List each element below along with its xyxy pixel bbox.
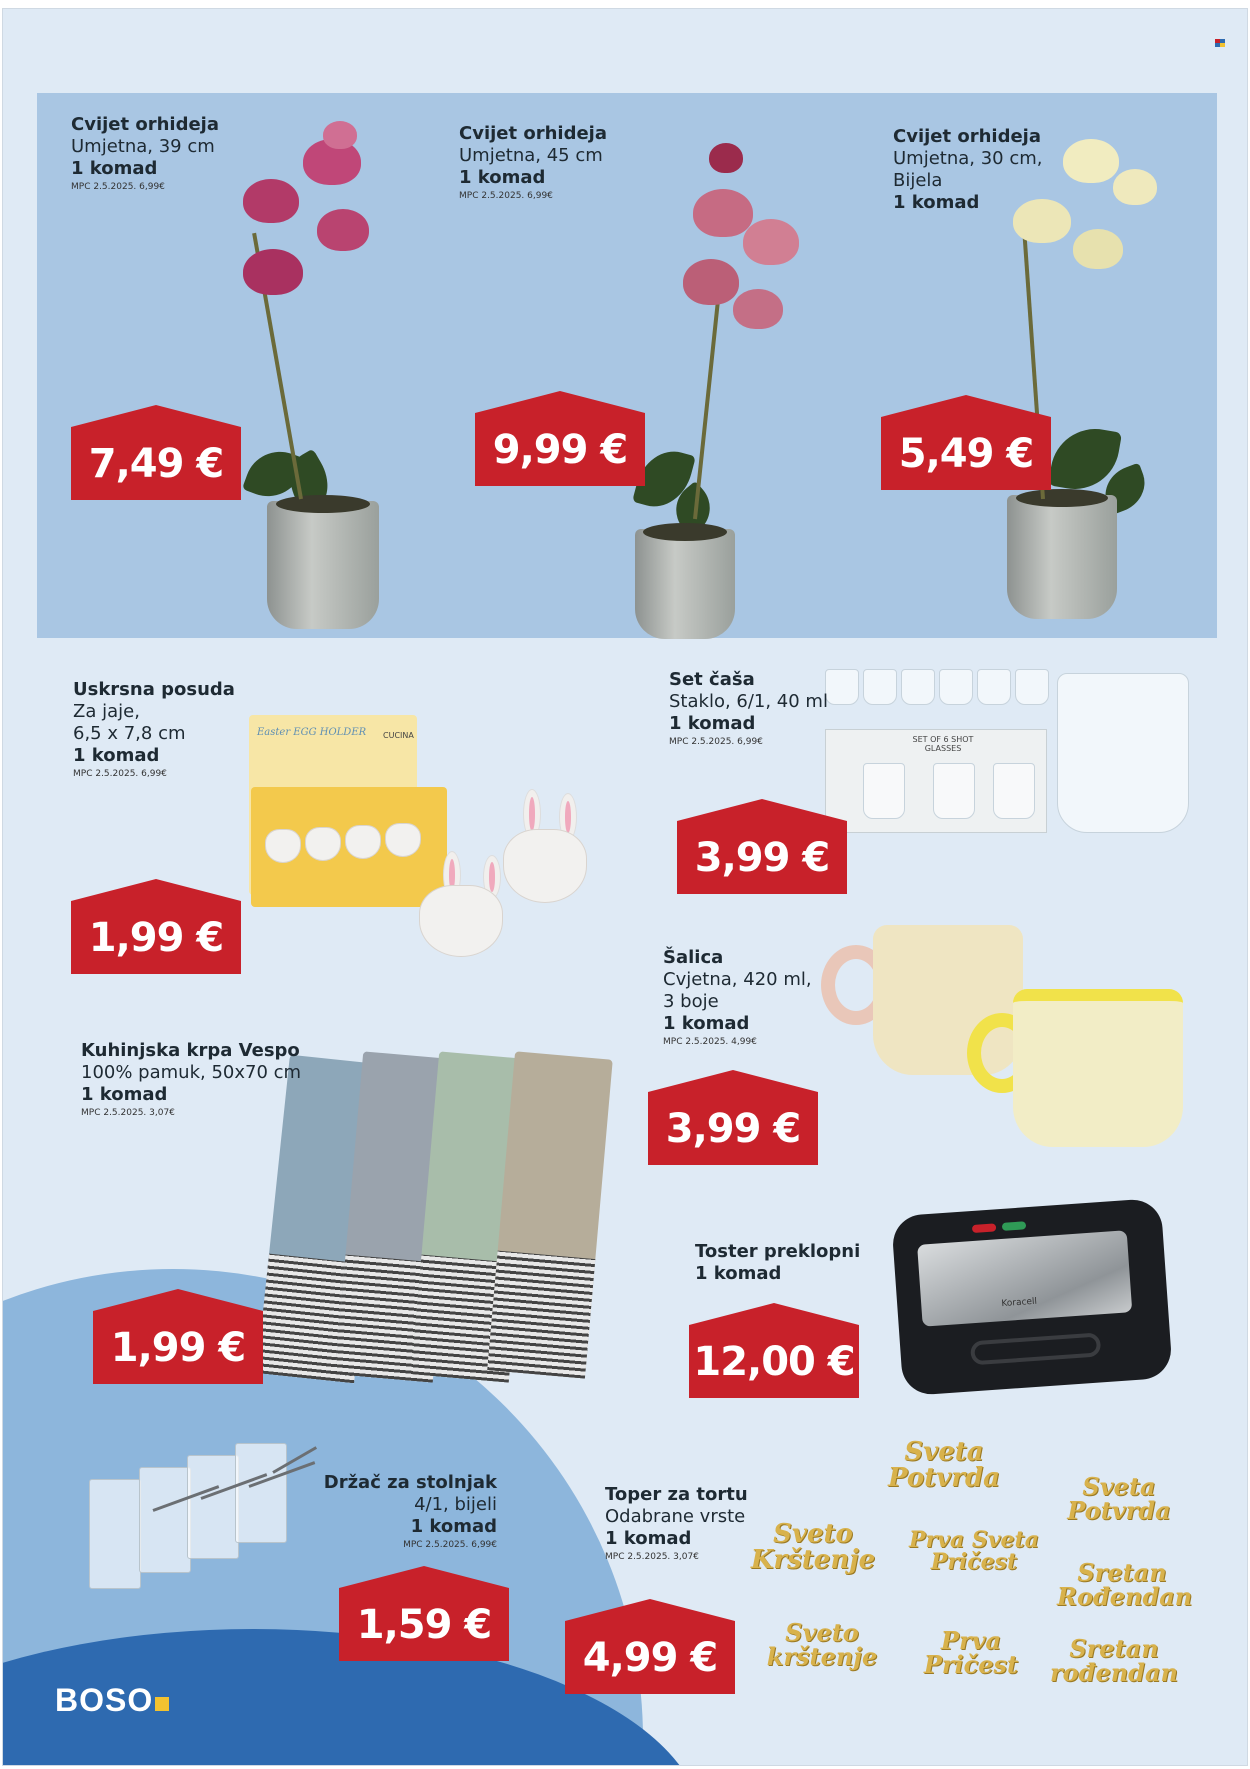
- topper-text: Sveto Krštenje: [750, 1519, 876, 1575]
- product-name: Cvijet orhideja: [893, 126, 1041, 147]
- topper-text: Sveta Potvrda: [887, 1437, 1001, 1493]
- orchid-45-info: [459, 123, 607, 203]
- product-desc: Umjetna, 39 cm: [71, 136, 215, 157]
- topper-text: Prva Pričest: [923, 1626, 1019, 1679]
- product-mpc: MPC 2.5.2025. 6,99€: [403, 1540, 497, 1550]
- product-qty: 1 komad: [893, 192, 980, 213]
- product-mpc: MPC 2.5.2025. 3,07€: [81, 1108, 175, 1118]
- product-desc: Odabrane vrste: [605, 1506, 746, 1527]
- egg-box-brand: CUCINA: [383, 731, 414, 740]
- product-mpc: MPC 2.5.2025. 6,99€: [71, 182, 165, 192]
- product-qty: 1 komad: [669, 713, 756, 734]
- price-value: 4,99 €: [582, 1634, 718, 1681]
- topper-text: Sveta Potvrda: [1067, 1472, 1171, 1525]
- product-mpc: MPC 2.5.2025. 6,99€: [459, 191, 553, 201]
- product-name: Uskrsna posuda: [73, 679, 235, 700]
- corner-brand-mark: [1215, 39, 1225, 47]
- topper-text: Sveto krštenje: [766, 1618, 878, 1671]
- orchid-30-info: [893, 126, 1043, 214]
- mug-info: [663, 947, 812, 1049]
- glass-box-label: SET OF 6 SHOT GLASSES: [912, 735, 974, 753]
- price-value: 5,49 €: [898, 430, 1034, 477]
- price-value: 1,99 €: [110, 1324, 246, 1371]
- product-name: Šalica: [663, 947, 724, 968]
- product-qty: 1 komad: [695, 1263, 782, 1284]
- product-desc: Cvjetna, 420 ml,: [663, 969, 812, 990]
- price-tag-orchid-39: [71, 427, 241, 500]
- product-qty: 1 komad: [663, 1013, 750, 1034]
- shot-glasses-info: [669, 669, 828, 749]
- orchid-39-info: [71, 114, 219, 194]
- price-value: 1,59 €: [356, 1601, 492, 1648]
- towel-info: [81, 1040, 301, 1120]
- price-value: 3,99 €: [694, 834, 830, 881]
- price-tag-tablecloth-clip: [339, 1588, 509, 1661]
- product-qty: 1 komad: [71, 158, 158, 179]
- flyer-page: [2, 8, 1248, 1766]
- product-name: Toper za tortu: [605, 1484, 748, 1505]
- product-desc: Staklo, 6/1, 40 ml: [669, 691, 828, 712]
- product-qty: 1 komad: [81, 1084, 168, 1105]
- price-tag-shot-glasses: [677, 821, 847, 894]
- product-mpc: MPC 2.5.2025. 6,99€: [73, 769, 167, 779]
- product-qty: 1 komad: [459, 167, 546, 188]
- topper-text: Sretan Rođendan: [1057, 1558, 1193, 1611]
- product-name: Držač za stolnjak: [323, 1472, 497, 1493]
- logo-text: BOSO: [55, 1682, 154, 1718]
- product-mpc: MPC 2.5.2025. 4,99€: [663, 1037, 757, 1047]
- price-tag-egg-cup: [71, 901, 241, 974]
- egg-cup-info: [73, 679, 235, 781]
- price-value: 3,99 €: [665, 1105, 801, 1152]
- product-desc: Za jaje,: [73, 701, 140, 722]
- price-tag-orchid-30: [881, 417, 1051, 490]
- topper-text: Prva Sveta Pričest: [909, 1527, 1039, 1575]
- product-desc: 6,5 x 7,8 cm: [73, 723, 186, 744]
- price-tag-towel: [93, 1311, 263, 1384]
- toaster-info: [695, 1241, 860, 1285]
- product-desc: Umjetna, 45 cm: [459, 145, 603, 166]
- product-name: Kuhinjska krpa Vespo: [81, 1040, 300, 1061]
- product-name: Cvijet orhideja: [459, 123, 607, 144]
- product-desc: Umjetna, 30 cm,: [893, 148, 1043, 169]
- product-name: Cvijet orhideja: [71, 114, 219, 135]
- product-qty: 1 komad: [605, 1528, 692, 1549]
- logo-plus-icon: [155, 1697, 169, 1711]
- price-tag-orchid-45: [475, 413, 645, 486]
- toaster-brand: Koracell: [1001, 1296, 1038, 1310]
- boso-logo: [55, 1682, 169, 1719]
- product-desc: Bijela: [893, 170, 943, 191]
- product-mpc: MPC 2.5.2025. 6,99€: [669, 737, 763, 747]
- price-tag-toaster: [689, 1325, 859, 1398]
- tablecloth-clip-info: [323, 1472, 497, 1552]
- topper-text: Sretan rođendan: [1050, 1634, 1178, 1687]
- price-tag-cake-topper: [565, 1621, 735, 1694]
- cake-topper-info: [605, 1484, 748, 1564]
- product-desc: 4/1, bijeli: [414, 1494, 497, 1515]
- price-tag-mug: [648, 1092, 818, 1165]
- product-desc: 100% pamuk, 50x70 cm: [81, 1062, 302, 1083]
- product-name: Toster preklopni: [695, 1241, 861, 1262]
- product-desc: 3 boje: [663, 991, 719, 1012]
- product-qty: 1 komad: [410, 1516, 497, 1537]
- egg-box-label: Easter EGG HOLDER: [257, 727, 367, 738]
- product-name: Set čaša: [669, 669, 755, 690]
- product-qty: 1 komad: [73, 745, 160, 766]
- price-value: 1,99 €: [88, 914, 224, 961]
- price-value: 7,49 €: [88, 440, 224, 487]
- price-value: 12,00 €: [693, 1338, 855, 1385]
- price-value: 9,99 €: [492, 426, 628, 473]
- product-mpc: MPC 2.5.2025. 3,07€: [605, 1552, 699, 1562]
